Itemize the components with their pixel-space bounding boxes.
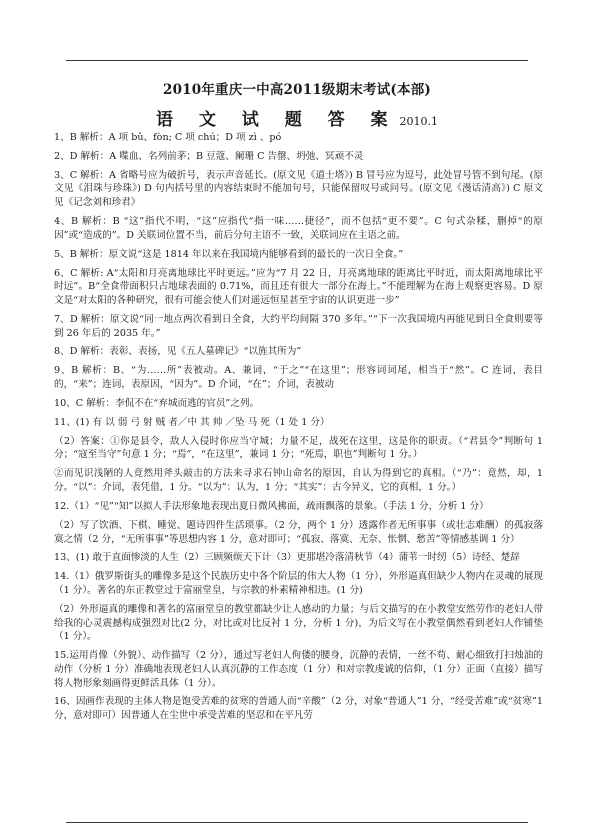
answer-item: 9、B 解析：B、“为……所”表被动。A、兼词，“于之”“在这里”；形容词词尾，相当于“然”。C 连词，表目的，“来”；连词，表原因，“因为”。D 介词，“在”；介词，表被动 (54, 365, 543, 391)
bottom-rule (66, 822, 528, 823)
answer-item: 16、因画作表现的主体人物是饱受苦难的贫寒的普通人而“辛酸”（2 分，对象“普通人”1 分，“经受苦难”或“贫寒”1 分，意对即可）因普通人在尘世中承受苦难的坚忍和在平凡劳 (54, 696, 543, 722)
answer-item: 1、B 解析：A 项 bǔ、fòn; C 项 chú；D 项 zì 、pó (54, 132, 282, 143)
answer-item: 2、D 解析：A 喋血、名列前茅；B 豆蔻、阑珊 C 告罄、坍弛、冥顽不灵 (54, 150, 364, 162)
answer-item: 6、C 解析: A“太阳和月亮离地球比平时更远。”应为“7 月 22 日，月亮离地球的距离比平时近，而太阳离地球比平时远”。B“全食带面积只占地球表面的 0.71%，而且还有很大一部分在海上。”不能理解为在海上观察更容易。D 原文是“对太阳的各种研究，很有可能会使人们对遥远恒星甚至宇宙的认识更进一步” (54, 267, 543, 306)
answer-item: 7、D 解析：原文说“同一地点两次看到日全食，大约平均间隔 370 多年。”“下一次我国境内再能见到日全食则要等到 26 年后的 2035 年。” (54, 313, 543, 339)
answer-key-heading: 语 文 试 题 答 案 (155, 110, 398, 130)
answer-item: 11、(1) 有 以 弱 弓 射 贼 者／中 其 帅 ／坠 马 死（1 处 1 分） (54, 416, 330, 428)
answer-item: 13、(1) 敢于直面惨淡的人生（2）三顾频烦天下计（3）更那堪冷落清秋节（4）蒲苇一时纫（5）诗经、楚辞 (54, 552, 520, 564)
exam-date: 2010.1 (399, 115, 439, 128)
answer-key-title (0, 105, 594, 130)
answer-item: 4、B 解析：B “这”指代不明，“这”应指代“指一味……捷径”，而不包括“更不要”。C 句式杂糅，删掉“的原因”或“造成的”。D 关联词位置不当，前后分句主语不一致，关联词应在主语之前。 (54, 216, 543, 241)
answer-item: （2）答案：①你是县令，敌人入侵时你应当守城；力量不足，战死在这里，这是你的职责。（“君县令”判断句 1 分；“寇至当守”句意 1 分；“焉”，“在这里”，兼词 1 分；“死焉，职也”判断句 1 分。） (54, 435, 543, 461)
answer-item: 5、B 解析：原文说“这是 1814 年以来在我国境内能够看到的最长的一次日全食。” (54, 248, 404, 260)
answer-item: （2）外形逼真的雕像和著名的富丽堂皇的教堂都缺少让人感动的力量；与后文描写的在小教堂安然劳作的老妇人带给我的心灵震撼构成强烈对比(2 分，对比或对比反衬 1 分，分析 1 分)，为后文写在小教堂偶然看到老妇人作铺垫（1 分）。 (54, 603, 543, 643)
answer-item: 10、C 解析：李侃不在“弃城而逃的官员”之列。 (54, 397, 260, 409)
answer-item: ②而见识浅陋的人竟然用斧头敲击的方法来寻求石钟山命名的原因，自认为得到它的真相。（“乃”：竟然，却，1 分。“以”：介词，表凭借，1 分。“以为”：认为，1 分；“其实”：古今异义，它的真相，1 分。） (54, 468, 543, 494)
answer-item: 8、D 解析：表彰、表扬，见《五人墓碑记》“以旌其所为” (54, 346, 302, 358)
answer-item: 12.（1）“见”“知”以拟人手法形象地表现出夏日微风拂面，疏雨飘落的景象。（手法 1 分，分析 1 分） (54, 500, 489, 512)
exam-title: 2010年重庆一中高2011级期末考试(本部) (162, 82, 432, 98)
answer-item: 3、C 解析：A 省略号应为破折号，表示声音延长。(原文见《道士塔》) B 冒号应为逗号，此处冒号管不到句尾。(原文见《泪珠与珍珠》) D 句内括号里的内容结束时不能加句号，只能保留叹号或问号。(原文见《漫话清高》) C 原文见《记念刘和珍君》 (54, 169, 543, 209)
answer-item: 14.（1）俄罗斯街头的雕像多是这个民族历史中各个阶层的伟大人物（1 分），外形逼真但缺少人物内在灵魂的展现（1 分）。著名的东正教堂过于富丽堂皇，与宗教的朴素精神相违。(1 分) (54, 571, 543, 596)
answer-item: 15.运用肖像（外貌）、动作描写（2 分），通过写老妇人佝偻的腰身，沉静的表情，一丝不苟、耐心细致打扫烛油的动作（分析 1 分）准确地表现老妇人认真沉静的工作态度（1 分）和对宗教虔诚的信仰，（1 分）正面（直接）描写将人物形象刻画得更鲜活具体（1 分）。 (54, 650, 543, 689)
answer-item: （2）写了饮酒、下棋、睡觉、题诗四件生活琐事。（2 分，两个 1 分）透露作者无所事事（或壮志难酬）的孤寂落寞之情（2 分，“无所事事”等思想内容 1 分，意对即可；“孤寂、落寞、无奈、怅惘、愁苦”等情感基调 1 分） (54, 519, 543, 545)
top-rule (66, 60, 528, 61)
answer-list (54, 131, 543, 728)
